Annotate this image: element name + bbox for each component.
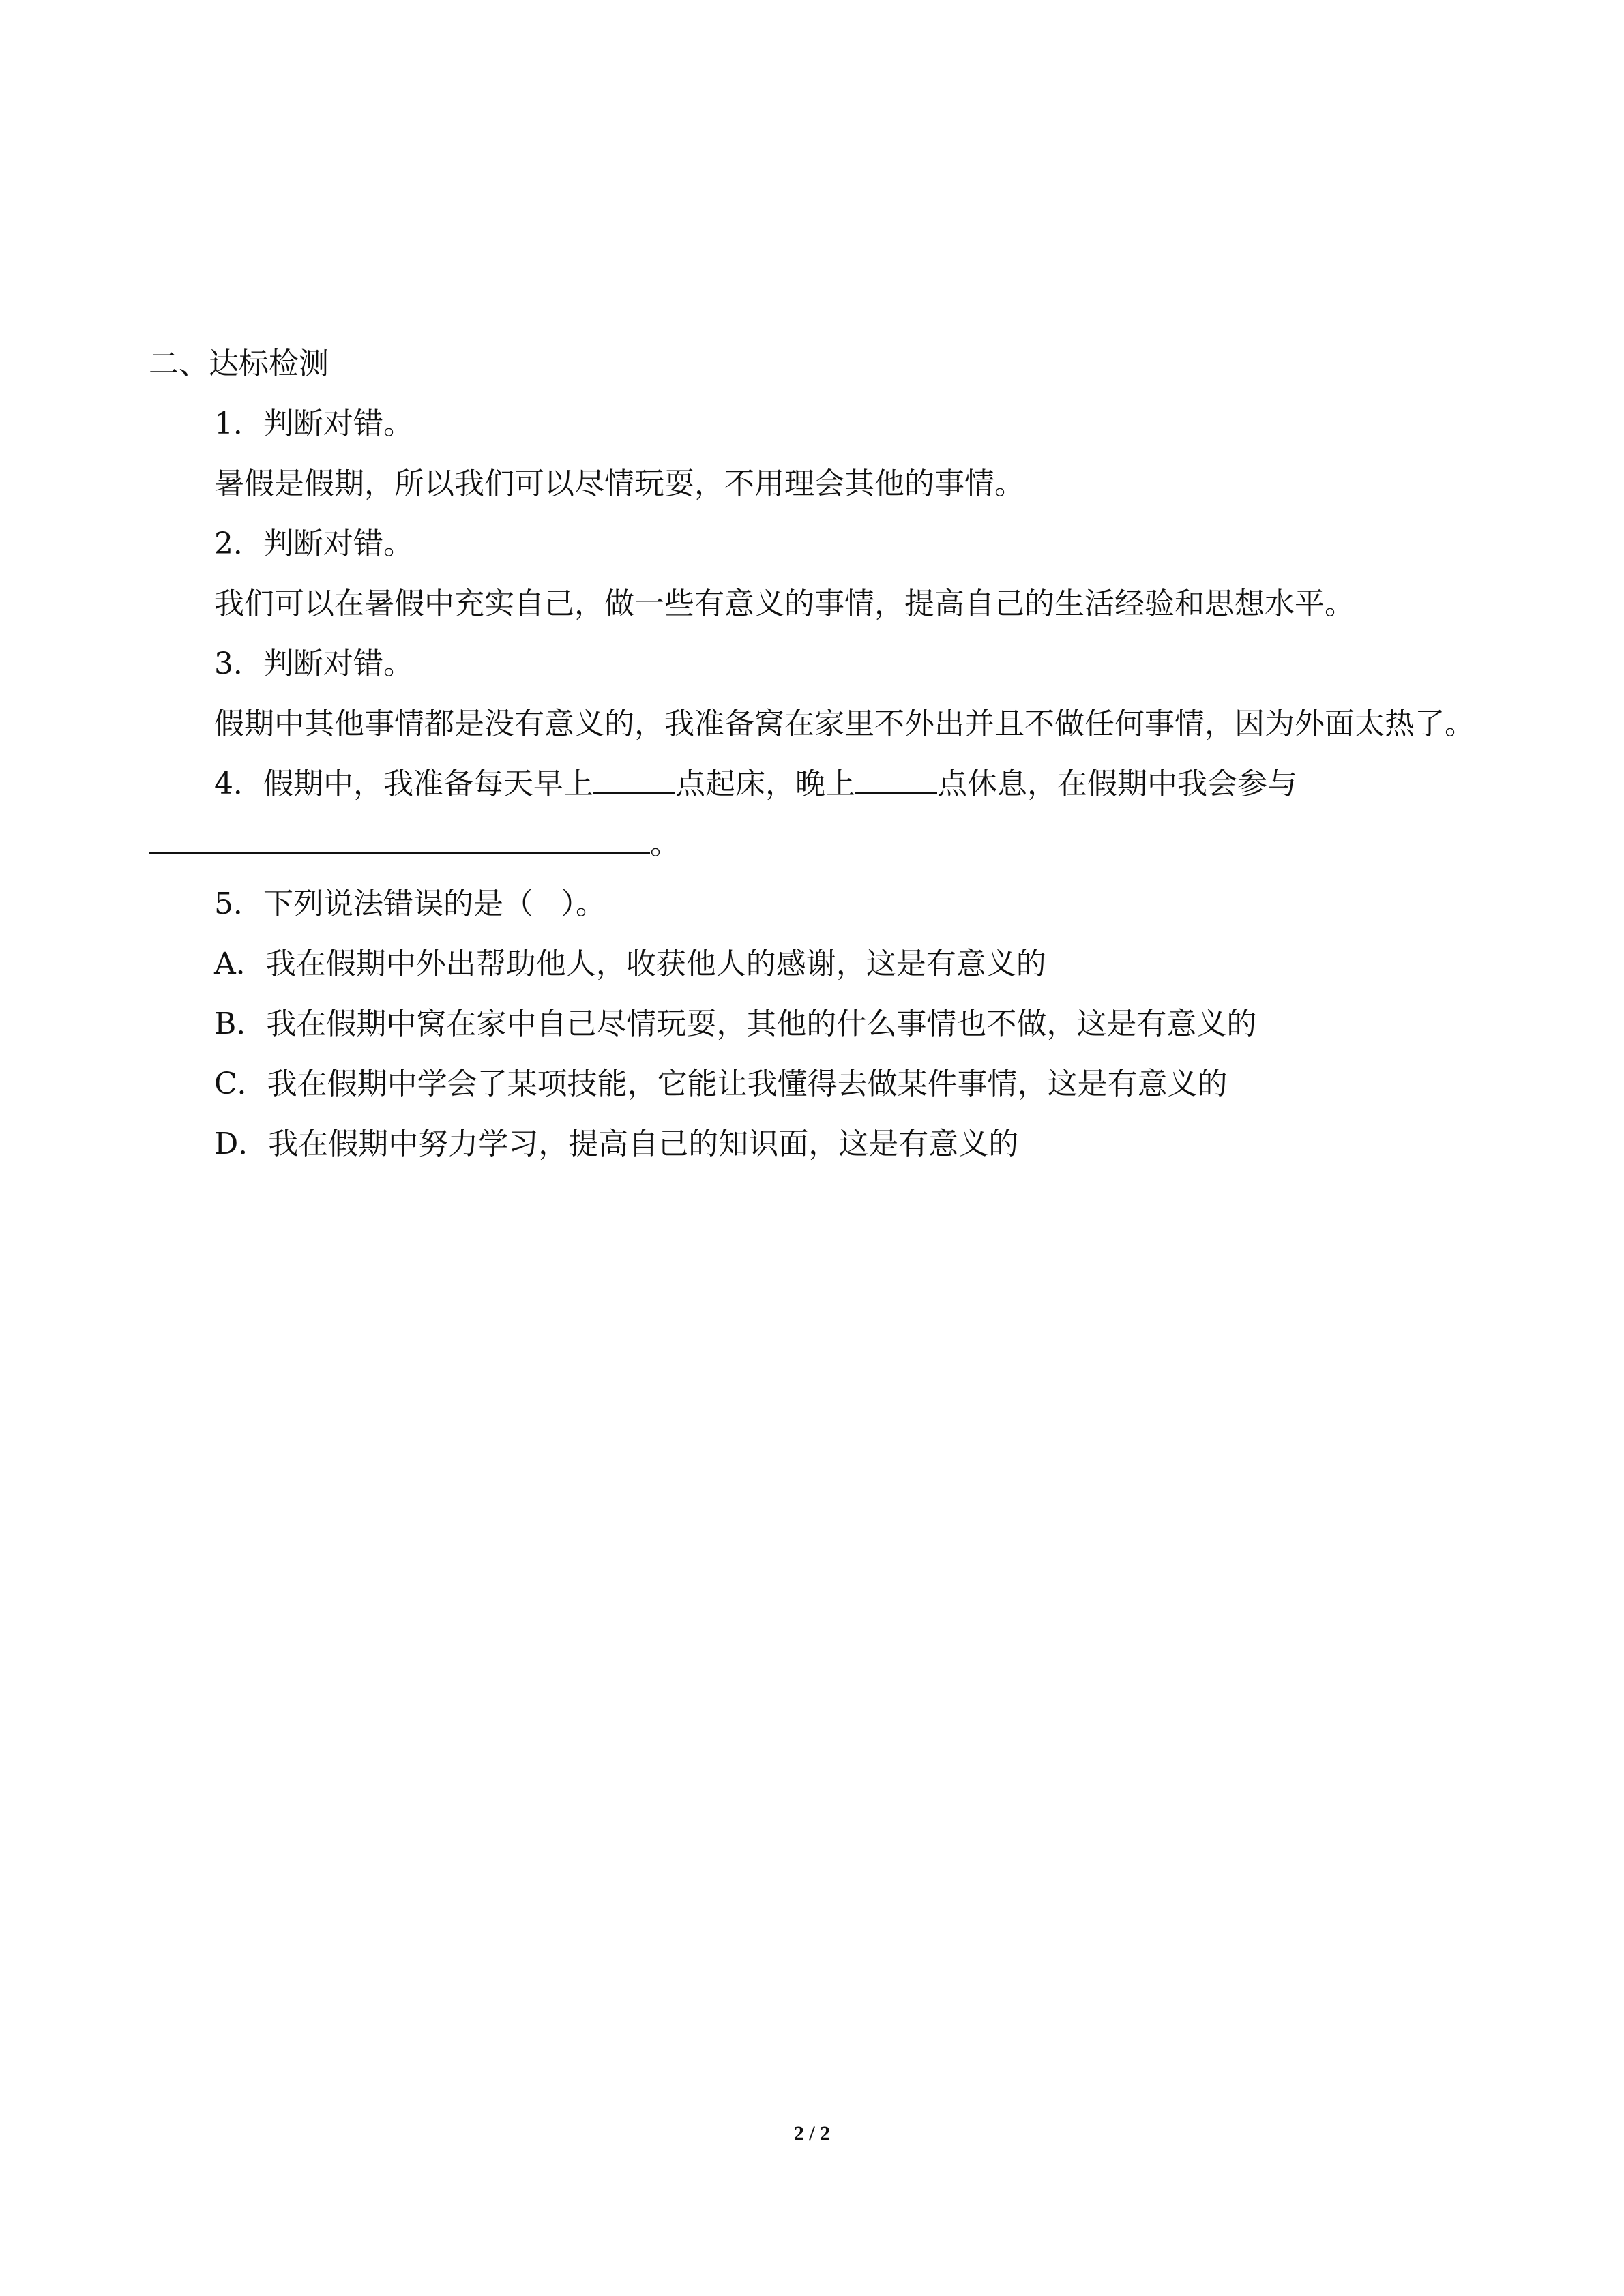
question-1-label: 1．判断对错。 [214,406,413,441]
question-2-statement: 我们可以在暑假中充实自己，做一些有意义的事情，提高自己的生活经验和思想水平。 [214,586,1355,621]
question-4-end: 。 [650,826,680,861]
page-number: 2 / 2 [793,2122,831,2145]
question-1-statement: 暑假是假期，所以我们可以尽情玩耍，不用理会其他的事情。 [214,466,1024,501]
option-b: B．我在假期中窝在家中自己尽情玩耍，其他的什么事情也不做，这是有意义的 [214,1007,1257,1041]
option-a: A．我在假期中外出帮助他人，收获他人的感谢，这是有意义的 [214,946,1046,981]
sleep-time-blank[interactable] [855,764,937,794]
question-5-stem-after: ）。 [561,886,606,921]
question-2-label: 2．判断对错。 [214,526,413,561]
question-4-text-3: 点休息，在假期中我会参与 [937,766,1297,801]
option-d: D．我在假期中努力学习，提高自己的知识面，这是有意义的 [214,1127,1019,1161]
question-4 [149,754,1475,814]
wake-time-blank[interactable] [593,764,675,794]
activity-blank[interactable] [149,824,650,854]
question-4-line-2 [149,814,1475,874]
section-title: 二、达标检测 [149,346,329,381]
option-c: C．我在假期中学会了某项技能，它能让我懂得去做某件事情，这是有意义的 [214,1067,1228,1101]
question-3-label: 3．判断对错。 [214,646,413,681]
question-5-stem-before: 5．下列说法错误的是（ [214,886,533,921]
question-3-statement: 假期中其他事情都是没有意义的，我准备窝在家里不外出并且不做任何事情，因为外面太热了。 [214,706,1475,741]
question-4-text-1: 4．假期中，我准备每天早上 [214,766,593,801]
question-4-text-2: 点起床，晚上 [675,766,855,801]
document-body [149,334,1475,1174]
question-5-stem [149,874,1475,934]
